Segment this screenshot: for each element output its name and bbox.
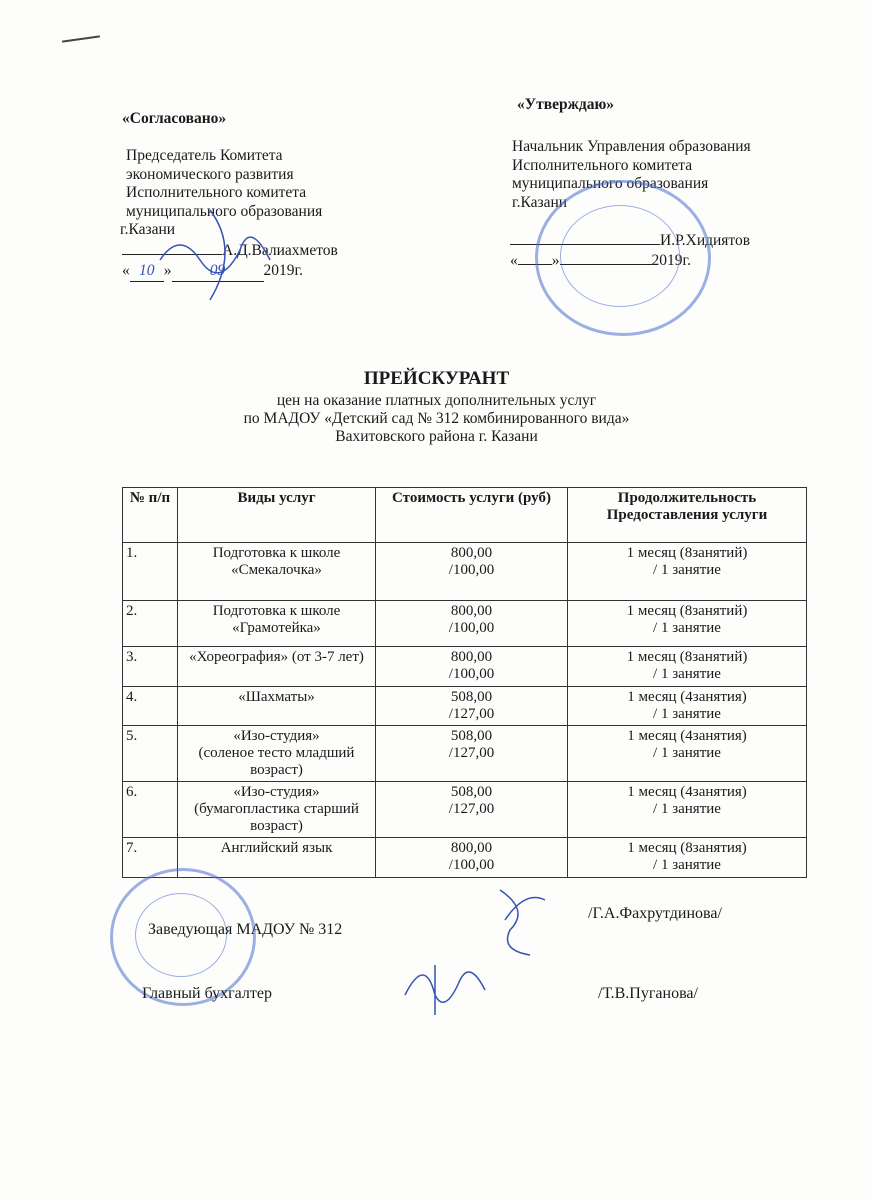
cell-price: [376, 838, 568, 878]
cell-service-line: (соленое тесто младший возраст): [198, 745, 355, 778]
agreed-line: Исполнительного комитета: [126, 184, 307, 201]
cell-price: [376, 687, 568, 726]
document-title: ПРЕЙСКУРАНТ: [363, 368, 510, 389]
cell-service-line: «Хореография» (от 3-7 лет): [189, 649, 364, 665]
approve-line: Исполнительного комитета: [512, 156, 693, 174]
cell-number: [123, 601, 178, 647]
accountant-name: /Т.В.Пуганова/: [598, 985, 698, 1002]
cell-number-line: 3.: [126, 649, 138, 665]
cell-price-line: 800,00: [450, 840, 493, 856]
cell-service: [178, 726, 376, 782]
cell-number-line: 6.: [126, 784, 138, 800]
cell-duration-line: / 1 занятие: [653, 801, 721, 817]
date-quote: »: [163, 262, 172, 279]
cell-number-line: 4.: [126, 689, 138, 705]
header-price: Стоимость услуги (руб): [376, 488, 568, 543]
subtitle-3: Вахитовского района г. Казани: [335, 428, 538, 445]
approve-heading: «Утверждаю»: [517, 96, 615, 113]
agreed-line: экономического развития: [126, 165, 294, 183]
cell-service-line: Подготовка к школе: [212, 603, 341, 619]
date-year: 2019г.: [651, 252, 691, 269]
cell-duration-line: / 1 занятие: [653, 857, 721, 873]
cell-service: [178, 601, 376, 647]
cell-number: [123, 726, 178, 782]
table-row: [123, 782, 807, 838]
cell-duration: [568, 838, 807, 878]
cell-number-line: 7.: [126, 840, 138, 856]
date-month: 09: [172, 262, 264, 282]
cell-price-line: 800,00: [450, 545, 493, 561]
cell-duration-line: / 1 занятие: [653, 666, 721, 682]
cell-duration-line: 1 месяц (4занятия): [627, 784, 747, 800]
cell-service-line: «Изо-студия»: [233, 728, 320, 744]
cell-price-line: 508,00: [450, 728, 493, 744]
signature-accountant: [395, 945, 495, 1025]
signature-valiakhmetov: [150, 200, 350, 310]
subtitle-2: по МАДОУ «Детский сад № 312 комбинированного вида»: [243, 410, 630, 427]
cell-service: [178, 543, 376, 601]
cell-service-line: (бумагопластика старший возраст): [194, 801, 359, 834]
cell-price-line: /100,00: [448, 857, 495, 873]
cell-price-line: /100,00: [448, 562, 495, 578]
cell-duration: [568, 543, 807, 601]
cell-service-line: «Грамотейка»: [232, 620, 321, 636]
cell-service: [178, 647, 376, 687]
cell-price-line: 508,00: [450, 689, 493, 705]
cell-duration-line: 1 месяц (8занятий): [626, 603, 748, 619]
cell-service-line: «Шахматы»: [238, 689, 315, 705]
cell-price-line: /100,00: [448, 620, 495, 636]
cell-number: [123, 687, 178, 726]
cell-number-line: 2.: [126, 603, 138, 619]
cell-service-line: «Изо-студия»: [233, 784, 320, 800]
date-day: 10: [130, 262, 164, 282]
cell-duration: [568, 647, 807, 687]
cell-price: [376, 782, 568, 838]
agreed-line: Председатель Комитета: [126, 147, 283, 164]
table-row: [123, 838, 807, 878]
cell-duration: [568, 687, 807, 726]
cell-duration: [568, 782, 807, 838]
cell-price-line: /100,00: [448, 666, 495, 682]
cell-price: [376, 726, 568, 782]
cell-price-line: 800,00: [450, 649, 493, 665]
cell-number-line: 1.: [126, 545, 138, 561]
agreed-line: г.Казани: [120, 221, 176, 238]
header-number: № п/п: [123, 488, 178, 543]
date-quote: «: [510, 252, 518, 269]
agreed-signer: А.Д.Валиахметов: [222, 242, 338, 259]
table-row: [123, 726, 807, 782]
table-header-row: [123, 488, 807, 543]
cell-price-line: 800,00: [450, 603, 493, 619]
cell-service: [178, 782, 376, 838]
cell-price-line: /127,00: [448, 706, 495, 722]
cell-service: [178, 687, 376, 726]
cell-number: [123, 543, 178, 601]
agreed-heading: «Согласовано»: [122, 110, 227, 127]
approve-signer: И.Р.Хидиятов: [660, 232, 751, 249]
scan-mark: [62, 35, 100, 42]
date-quote: «: [122, 262, 130, 279]
cell-duration-line: / 1 занятие: [653, 745, 721, 761]
cell-price: [376, 647, 568, 687]
cell-duration-line: 1 месяц (8занятия): [627, 840, 747, 856]
stamp-inner-ring: [560, 205, 680, 307]
table-row: [123, 647, 807, 687]
cell-price-line: /127,00: [448, 801, 495, 817]
cell-number: [123, 782, 178, 838]
table-row: [123, 687, 807, 726]
cell-price-line: /127,00: [448, 745, 495, 761]
cell-price: [376, 601, 568, 647]
cell-duration: [568, 601, 807, 647]
cell-duration-line: / 1 занятие: [653, 620, 721, 636]
agreed-line: муниципального образования: [126, 202, 323, 220]
approve-line: муниципального образования: [512, 175, 709, 192]
cell-duration-line: 1 месяц (8занятий): [626, 545, 748, 561]
date-quote: »: [551, 252, 560, 269]
head-name: /Г.А.Фахрутдинова/: [588, 905, 722, 922]
approve-line: Начальник Управления образования: [512, 138, 751, 155]
cell-service-line: Подготовка к школе: [212, 545, 341, 561]
cell-service-line: «Смекалочка»: [231, 562, 322, 578]
date-year: 2019г.: [263, 262, 303, 279]
cell-price-line: 508,00: [450, 784, 493, 800]
price-table: [122, 487, 807, 878]
cell-number-line: 5.: [126, 728, 138, 744]
accountant-role: Главный бухгалтер: [142, 985, 272, 1002]
cell-duration: [568, 726, 807, 782]
table-row: [123, 601, 807, 647]
head-role: Заведующая МАДОУ № 312: [148, 921, 343, 938]
cell-price: [376, 543, 568, 601]
cell-duration-line: / 1 занятие: [653, 706, 721, 722]
table-row: [123, 543, 807, 601]
cell-duration-line: / 1 занятие: [653, 562, 721, 578]
approve-line: г.Казани: [512, 193, 568, 211]
cell-duration-line: 1 месяц (4занятия): [627, 689, 747, 705]
header-duration: Продолжительность Предоставления услуги: [568, 488, 807, 543]
cell-number: [123, 647, 178, 687]
cell-duration-line: 1 месяц (4занятия): [627, 728, 747, 744]
cell-service-line: Английский язык: [220, 840, 333, 856]
subtitle-1: цен на оказание платных дополнительных услуг: [276, 392, 597, 409]
header-service: Виды услуг: [178, 488, 376, 543]
cell-duration-line: 1 месяц (8занятий): [626, 649, 748, 665]
